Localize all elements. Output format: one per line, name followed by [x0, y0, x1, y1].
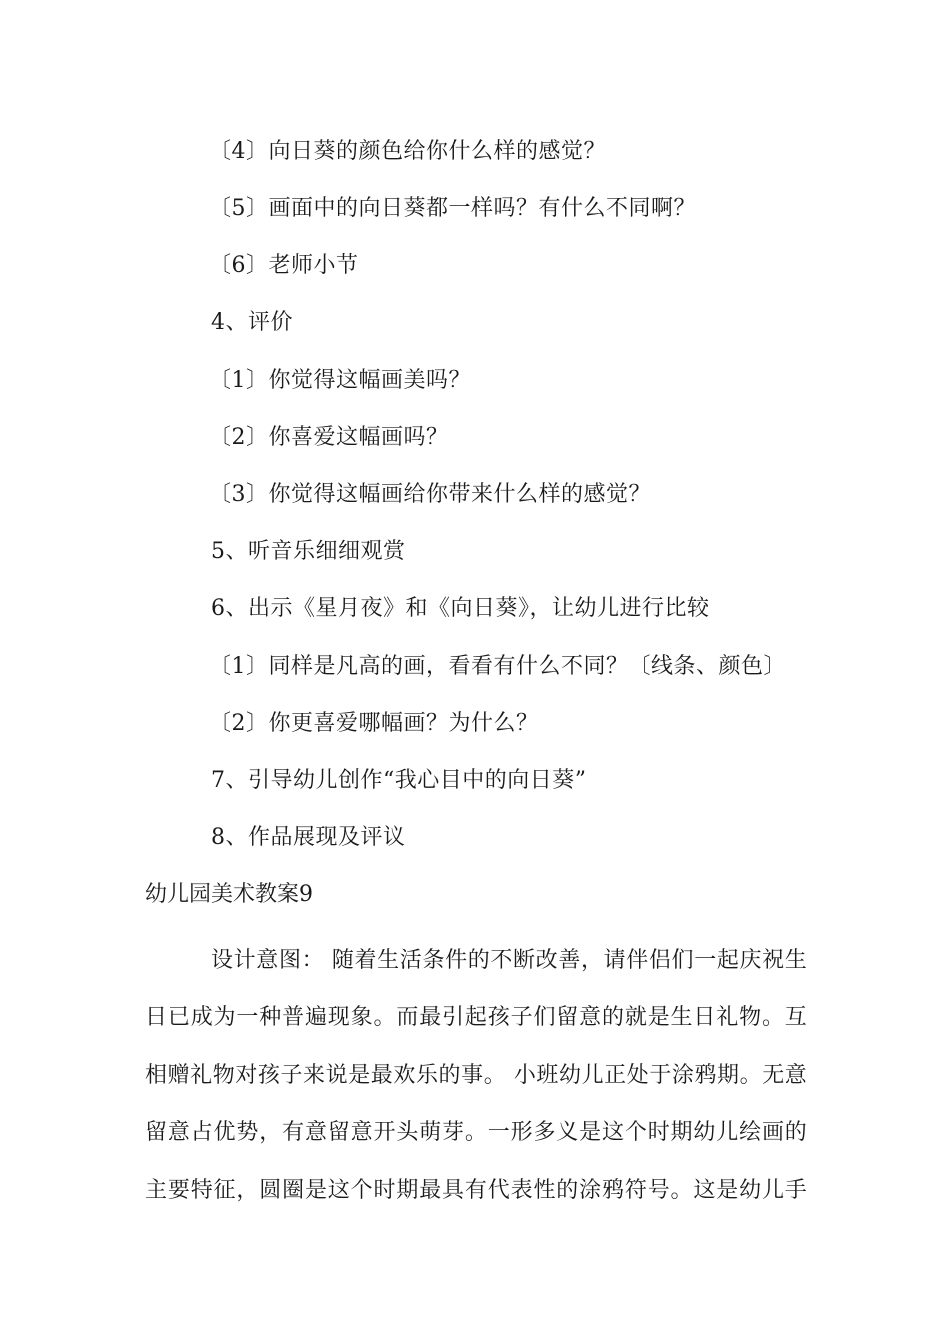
step-5-heading: 5、听音乐细细观赏: [211, 539, 406, 564]
question-4-line: 〔4〕向日葵的颜色给你什么样的感觉？: [209, 139, 606, 164]
paragraph-line: 主要特征，圆圈是这个时期最具有代表性的涂鸦符号。这是幼儿手: [145, 1177, 807, 1203]
evaluation-question-2: 〔2〕你喜爱这幅画吗？: [209, 425, 449, 450]
step-4-heading: 4、评价: [211, 310, 293, 335]
paragraph-line: 日已成为一种普遍现象。而最引起孩子们留意的就是生日礼物。互: [145, 1005, 807, 1031]
step-6-heading: 6、出示《星月夜》和《向日葵》，让幼儿进行比较: [211, 596, 710, 621]
section-heading: 幼儿园美术教案9: [145, 882, 313, 907]
evaluation-question-3: 〔3〕你觉得这幅画给你带来什么样的感觉？: [209, 482, 651, 507]
question-6-line: 〔6〕老师小节: [209, 253, 359, 278]
paragraph-line: 留意占优势，有意留意开头萌芽。一形多义是这个时期幼儿绘画的: [145, 1120, 807, 1146]
design-intent-paragraph: [145, 932, 807, 1219]
step-7-heading: 7、引导幼儿创作“我心目中的向日葵”: [211, 768, 587, 793]
paragraph-line: 相赠礼物对孩子来说是最欢乐的事。 小班幼儿正处于涂鸦期。无意: [145, 1062, 807, 1088]
step-8-heading: 8、作品展现及评议: [211, 825, 406, 850]
evaluation-question-1: 〔1〕你觉得这幅画美吗？: [209, 368, 471, 393]
question-5-line: 〔5〕画面中的向日葵都一样吗？有什么不同啊？: [209, 196, 696, 221]
compare-question-2: 〔2〕你更喜爱哪幅画？为什么？: [209, 711, 539, 736]
paragraph-line: 设计意图： 随着生活条件的不断改善，请伴侣们一起庆祝生: [211, 948, 807, 973]
compare-question-1: 〔1〕同样是凡高的画，看看有什么不同？〔线条、颜色〕: [209, 654, 786, 679]
